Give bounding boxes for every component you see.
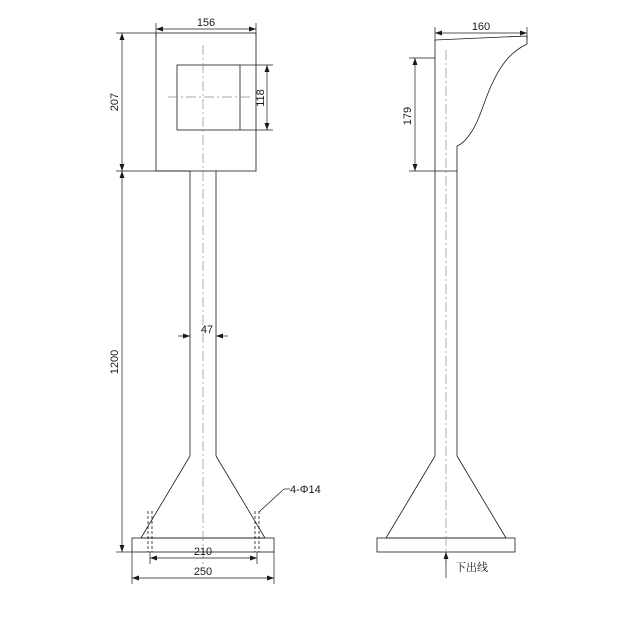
dim-179-arrow-top bbox=[413, 58, 418, 65]
front-head-outline bbox=[156, 33, 256, 171]
dim-210-arrow-left bbox=[150, 556, 157, 561]
dim-210-arrow-right bbox=[250, 556, 257, 561]
dim-118-arrow-bottom bbox=[265, 123, 270, 130]
dim-label-1200: 1200 bbox=[109, 349, 121, 375]
front-head-inner-outline bbox=[177, 65, 240, 130]
dim-118-arrow-top bbox=[265, 65, 270, 72]
front-view-centerline bbox=[168, 45, 252, 566]
dim-label-47: 47 bbox=[200, 324, 214, 336]
dim-label-207: 207 bbox=[109, 92, 121, 112]
dim-156-arrow-right bbox=[249, 27, 256, 32]
dim-label-250: 250 bbox=[193, 566, 213, 578]
dim-250-arrow-left bbox=[132, 576, 139, 581]
side-head-profile bbox=[435, 36, 527, 171]
dim-label-179: 179 bbox=[402, 106, 414, 126]
bolt-note-leader bbox=[259, 489, 284, 512]
dim-160-arrow-right bbox=[520, 31, 527, 36]
front-base-right-slope bbox=[216, 456, 265, 538]
side-base-right-slope bbox=[457, 456, 506, 538]
dim-160-arrow-left bbox=[435, 31, 442, 36]
cable-note-arrow bbox=[444, 552, 449, 559]
dim-label-160: 160 bbox=[471, 21, 491, 33]
dim-1200-arrow-top bbox=[120, 171, 125, 178]
front-base-left-slope bbox=[141, 456, 190, 538]
dim-label-210: 210 bbox=[193, 546, 213, 558]
dim-156-arrow-left bbox=[156, 27, 163, 32]
dim-47-arrow-right bbox=[216, 334, 223, 339]
dim-207-arrow-top bbox=[120, 33, 125, 40]
side-view-dimension-lines bbox=[409, 27, 527, 578]
dim-label-156: 156 bbox=[196, 17, 216, 29]
dim-250-arrow-right bbox=[267, 576, 274, 581]
dim-207-arrow-bottom bbox=[120, 164, 125, 171]
note-label-bolt: 4-Φ14 bbox=[290, 484, 321, 496]
dim-47-arrow-left bbox=[183, 334, 190, 339]
dim-179-arrow-bottom bbox=[413, 164, 418, 171]
dim-label-118: 118 bbox=[255, 89, 267, 107]
side-base-left-slope bbox=[386, 456, 435, 538]
dim-1200-arrow-bottom bbox=[120, 545, 125, 552]
note-label-cable-outlet: 下出线 bbox=[455, 562, 488, 574]
side-view-geometry bbox=[377, 36, 527, 552]
